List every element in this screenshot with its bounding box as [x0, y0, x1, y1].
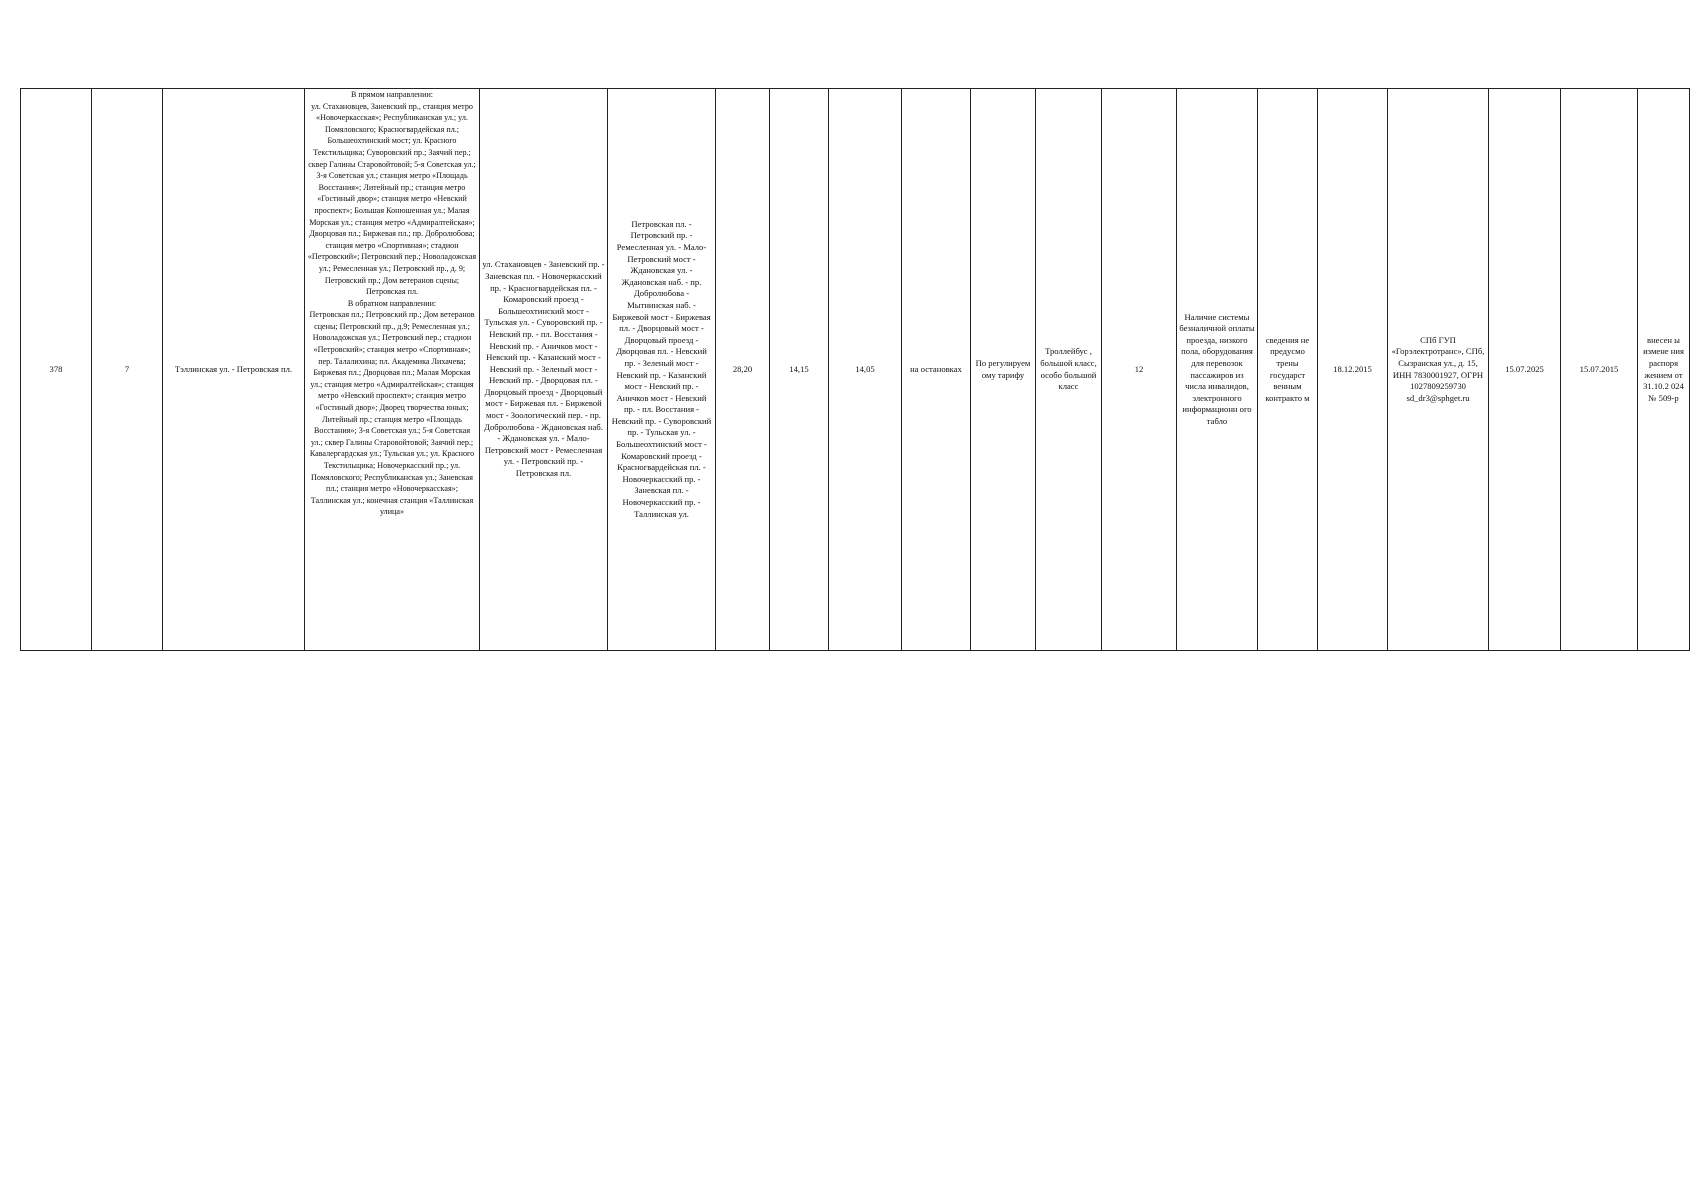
path-forward-cell: ул. Стахановцев - Заневский пр. - Заневская пл. - Новочеркасский пр. - Красногвардейская пл. - Комаровский проезд - Большеохтинский мост - Тульская ул. - Суворовский пр. - Невский пр. - пл. Восстания - Невский пр. - Аничков мост - Невский пр. - Казанский мост - Невский пр. - Зеленый мост - Невский пр. - Дворцовая пл. - Дворцовый проезд - Дворцовый мост - Биржевая пл. - Биржевой мост - Зоологический пер. - пр. Добролюбова - Ждановская наб. - Ждановская ул. - Мало-Петровский мост - Ремесленная ул. - Петровский пр. - Петровская пл. — [480, 89, 608, 651]
path-backward-cell: Петровская пл. - Петровский пр. - Ремесленная ул. - Мало-Петровский мост - Ждановская ул. - Ждановская наб. - пр. Добролюбова - Мытнинская наб. - Биржевой мост - Биржевая пл. - Дворцовый мост - Дворцовый проезд - Дворцовая пл. - Невский пр. - Зеленый мост - Невский пр. - Казанский мост - Невский пр. - Аничков мост - Невский пр. - пл. Восстания - Невский пр. - Суворовский пр. - Тульская ул. - Большеохтинский мост - Комаровский проезд - Красногвардейская пл. - Новочеркасский пр. - Заневская пл. - Новочеркасский пр. - Таллинская ул. — [608, 89, 716, 651]
vehicle-features-cell: Наличие системы безналичной оплаты проезда, низкого пола, оборудования для перевозок пассажиров из числа инвалидов, электронного информационн ого табло — [1177, 89, 1258, 651]
route-name-cell: Тэллинская ул. - Петровская пл. — [163, 89, 305, 651]
length-backward-cell: 14,05 — [829, 89, 902, 651]
contract-info-cell: сведения не предусмо трены государст венным контракто м — [1258, 89, 1318, 651]
length-forward-cell: 14,15 — [770, 89, 829, 651]
start-date-cell: 18.12.2015 — [1318, 89, 1388, 651]
table-row — [21, 89, 1690, 651]
route-number-cell: 7 — [92, 89, 163, 651]
vehicle-type-cell: Троллейбус , большой класс, особо большой класс — [1036, 89, 1102, 651]
carrier-cell: СПб ГУП «Горэлектротранс», СПб, Сызранская ул., д. 15, ИНН 7830001927, ОГРН 1027809259730 sd_dr3@sphget.ru — [1388, 89, 1489, 651]
stop-order-cell: на остановках — [902, 89, 971, 651]
date-cell-16: 15.07.2025 — [1489, 89, 1561, 651]
vehicle-count-cell: 12 — [1102, 89, 1177, 651]
changes-note-cell: внесен ы измене ния распоря жением от 31.10.2 024 № 509-р — [1638, 89, 1690, 651]
route-registry-table — [20, 88, 1690, 651]
reg-number-cell: 378 — [21, 89, 92, 651]
length-total-cell: 28,20 — [716, 89, 770, 651]
tariff-type-cell: По регулируем ому тарифу — [971, 89, 1036, 651]
date-cell-17: 15.07.2015 — [1561, 89, 1638, 651]
streets-stops-cell: В прямом направлении: ул. Стахановцев, Заневский пр., станция метро «Новочеркасская»; Республиканская ул.; ул. Помяловского; Красногвардейская пл.; Большеохтинский мост; ул. Красного Текстильщика; Суворовский пр.; Заячий пер.; сквер Галины Старовойтовой; 5-я Советская ул.; 3-я Советская ул.; станция метро «Площадь Восстания»; Литейный пр.; станция метро «Гостиный двор»; станция метро «Невский проспект»; Большая Конюшенная ул.; Малая Морская ул.; станция метро «Адмиралтейская»; Дворцовая пл.; Биржевая пл.; пр. Добролюбова; станция метро «Спортивная»; стадион «Петровский»; Петровский пер.; Новоладожская ул.; Ремесленная ул.; Петровский пр., д. 9; Петровский пр.; Дом ветеранов сцены; Петровская пл. В обратном направлении: Петровская пл.; Петровский пр.; Дом ветеранов сцены; Петровский пр., д.9; Ремесленная ул.; Новоладожская ул.; Петровский пер.; стадион «Петровский»; станция метро «Спортивная»; пер. Талалихина; пл. Академика Лихачева; Биржевая пл.; Дворцовая пл.; Малая Морская ул.; станция метро «Адмиралтейская»; станция метро «Невский проспект»; станция метро «Гостиный двор»; Дворец творчества юных; Литейный пр.; станция метро «Площадь Восстания»; 3-я Советская ул.; 5-я Советская ул.; сквер Галины Старовойтовой; Заячий пер.; Кавалергардская ул.; Тульская ул.; ул. Красного Текстильщика; Новочеркасский пр.; ул. Помяловского; Республиканская ул.; Заневская пл.; станция метро «Новочеркасская»; Таллинская ул.; конечная станция «Таллинская улица» — [305, 89, 480, 651]
